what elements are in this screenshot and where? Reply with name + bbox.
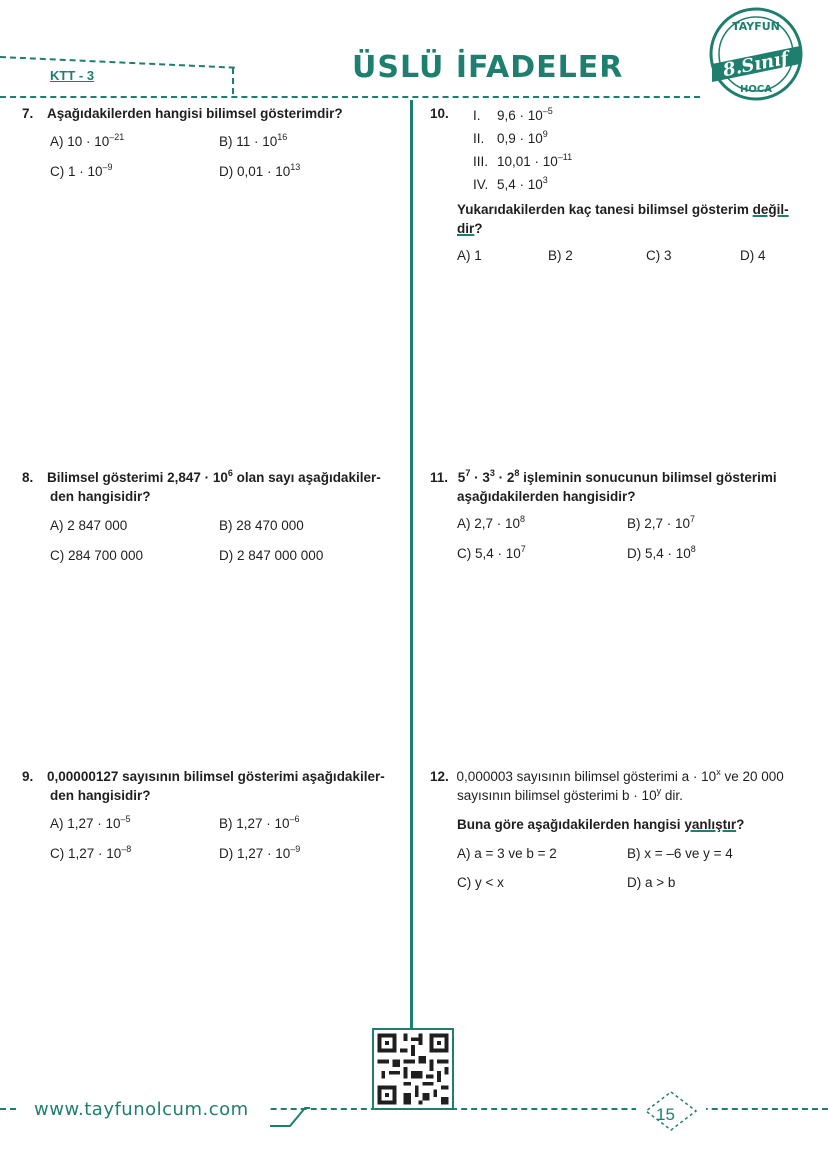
question-8: 8. Bilimsel gösterimi $2,847 \cdot 10^6$ olan sayı aşağıdakiler- den hangisidir? [22,468,381,504]
question-7 [22,104,343,123]
option-d[interactable]: D) $5,4 \cdot 10^8$ [627,544,696,561]
option-d[interactable]: D) 4 [740,248,766,263]
option-c[interactable]: C) $1 \cdot 10^{-9}$ [50,162,113,179]
page-number: 15 [656,1105,675,1124]
header-divider [0,96,700,98]
option-b[interactable]: B) x = –6 ve y = 4 [627,846,733,861]
qr-code-icon[interactable] [372,1028,454,1110]
option-a[interactable]: A) a = 3 ve b = 2 [457,846,557,861]
badge-top-text: TAYFUN [732,20,780,33]
question-number: 7. [22,106,34,121]
option-b[interactable]: B) $2,7 \cdot 10^7$ [627,514,696,531]
option-b[interactable]: B) $11 \cdot 10^{16}$ [219,132,288,149]
option-a[interactable]: A) $2,7 \cdot 10^8$ [457,514,526,531]
option-d[interactable]: D) $1,27 \cdot 10^{-9}$ [219,844,301,861]
roman-item: III. $10,01 \cdot 10^{-11}$ [473,152,573,169]
question-number: 10. [430,106,449,121]
brand-badge-icon [708,6,804,102]
option-d[interactable]: D) a > b [627,875,676,890]
page-title: ÜSLÜ İFADELER [352,50,624,85]
option-c[interactable]: C) $1,27 \cdot 10^{-8}$ [50,844,132,861]
option-c[interactable]: C) $5,4 \cdot 10^7$ [457,544,526,561]
roman-item: I. $9,6 \cdot 10^{-5}$ [473,106,553,123]
roman-item: II. $0,9 \cdot 10^9$ [473,129,548,146]
question-9: 9. 0,00000127 sayısının bilimsel gösterimi aşağıdakiler- den hangisidir? [22,769,385,803]
option-c[interactable]: C) 284 700 000 [50,548,144,563]
footer-url[interactable]: www.tayfunolcum.com [34,1099,249,1120]
option-c[interactable]: C) y < x [457,875,504,890]
option-a[interactable]: A) 2 847 000 [50,518,128,533]
option-d[interactable]: D) 2 847 000 000 [219,548,324,563]
question-10-items [473,104,572,196]
badge-bottom-text: HOCA [740,84,772,95]
badge-mid-text: 8.Sınıf [721,47,791,82]
question-12-prompt: Buna göre aşağıdakilerden hangisi yanlıştır? [457,817,745,832]
question-10-prompt: Yukarıdakilerden kaç tanesi bilimsel gösterim değil- dir? [457,202,789,236]
question-11: 11. $5^7 \cdot 3^3 \cdot 2^8$ işleminin sonucunun bilimsel gösterimi aşağıdakilerden hangisidir? [430,468,777,504]
test-code: KTT - 3 [50,68,95,83]
option-c[interactable]: C) 3 [646,248,672,263]
question-text: Aşağıdakilerden hangisi bilimsel gösterimdir? [47,106,343,121]
header-dashed-tick [232,68,234,94]
question-12: 12. 0,000003 sayısının bilimsel gösterimi $a \cdot 10^x$ ve 20 000 sayısının bilimsel gösterimi $b \cdot 10^y$ dir. [430,767,784,803]
option-b[interactable]: B) 2 [548,248,573,263]
option-b[interactable]: B) 28 470 000 [219,518,304,533]
header-dashed-line [0,56,235,69]
column-divider [410,100,413,1030]
option-a[interactable]: A) $10 \cdot 10^{-21}$ [50,132,125,149]
roman-item: IV. $5,4 \cdot 10^3$ [473,175,548,192]
option-b[interactable]: B) $1,27 \cdot 10^{-6}$ [219,814,300,831]
option-a[interactable]: A) 1 [457,248,482,263]
option-a[interactable]: A) $1,27 \cdot 10^{-5}$ [50,814,131,831]
option-d[interactable]: D) $0,01 \cdot 10^{13}$ [219,162,301,179]
